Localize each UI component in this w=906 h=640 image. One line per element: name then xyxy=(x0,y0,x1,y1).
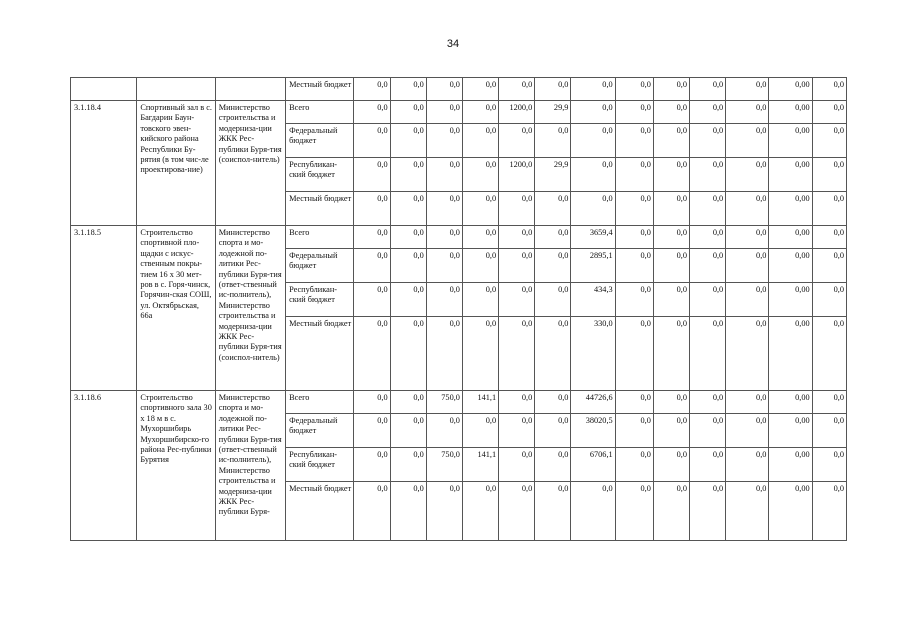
value-cell: 0,0 xyxy=(653,78,689,101)
value-cell: 0,0 xyxy=(499,414,535,448)
value-cell: 0,0 xyxy=(354,158,390,192)
value-cell: 0,0 xyxy=(354,124,390,158)
value-cell: 0,0 xyxy=(812,78,846,101)
value-cell: 0,0 xyxy=(726,78,769,101)
value-cell: 0,0 xyxy=(690,249,726,283)
value-cell: 0,0 xyxy=(726,391,769,414)
value-cell: 0,0 xyxy=(354,482,390,541)
value-cell: 0,0 xyxy=(615,78,653,101)
value-cell: 0,0 xyxy=(615,249,653,283)
value-cell: 6706,1 xyxy=(571,448,615,482)
value-cell: 0,0 xyxy=(615,283,653,317)
value-cell: 0,0 xyxy=(426,414,462,448)
value-cell: 0,0 xyxy=(571,192,615,226)
value-cell: 0,00 xyxy=(769,391,812,414)
value-cell: 0,0 xyxy=(390,482,426,541)
funding-source-cell: Федеральный бюджет xyxy=(286,249,354,283)
value-cell: 0,00 xyxy=(769,249,812,283)
value-cell: 0,0 xyxy=(615,317,653,391)
value-cell: 750,0 xyxy=(426,391,462,414)
value-cell: 0,0 xyxy=(653,249,689,283)
value-cell: 0,0 xyxy=(535,226,571,249)
value-cell: 0,0 xyxy=(812,391,846,414)
budget-table xyxy=(70,77,847,541)
funding-source-cell: Местный бюджет xyxy=(286,317,354,391)
item-name-cell: Строительство спортивного зала 30 х 18 м в с. Мухоршибирь Мухоршибирско-го района Рес-публики Бурятия xyxy=(137,391,215,541)
empty-cell xyxy=(137,78,215,101)
executor-cell: Министерство спорта и мо-лодежной по-литики Рес-публики Буря-тия (ответ-ственный ис-полнитель), Министерство строительства и модерниза-ции ЖКК Рес-публики Буря-тия (соиспол-нитель) xyxy=(215,226,285,391)
value-cell: 0,0 xyxy=(426,192,462,226)
value-cell: 0,0 xyxy=(690,317,726,391)
value-cell: 29,9 xyxy=(535,158,571,192)
executor-cell: Министерство спорта и мо-лодежной по-литики Рес-публики Буря-тия (ответ-ственный ис-полнитель), Министерство строительства и модерниза-ции ЖКК Рес-публики Буря- xyxy=(215,391,285,541)
value-cell: 0,0 xyxy=(354,226,390,249)
value-cell: 0,0 xyxy=(812,414,846,448)
value-cell: 0,0 xyxy=(726,283,769,317)
value-cell: 0,00 xyxy=(769,448,812,482)
value-cell: 0,0 xyxy=(390,448,426,482)
value-cell: 0,00 xyxy=(769,78,812,101)
page-number: 34 xyxy=(446,38,460,50)
value-cell: 0,0 xyxy=(535,448,571,482)
value-cell: 141,1 xyxy=(462,391,498,414)
value-cell: 0,0 xyxy=(726,249,769,283)
value-cell: 0,0 xyxy=(653,317,689,391)
value-cell: 0,0 xyxy=(690,78,726,101)
value-cell: 0,0 xyxy=(615,192,653,226)
item-code-cell: 3.1.18.6 xyxy=(71,391,137,541)
value-cell: 0,0 xyxy=(812,101,846,124)
value-cell: 0,0 xyxy=(390,78,426,101)
item-name-cell: Спортивный зал в с. Багдарин Баун-товского эвен-кийского района Республики Бу-рятия (в том чис-ле проектирова-ние) xyxy=(137,101,215,226)
value-cell: 0,0 xyxy=(354,391,390,414)
value-cell: 0,0 xyxy=(354,101,390,124)
value-cell: 0,0 xyxy=(726,226,769,249)
value-cell: 0,0 xyxy=(535,414,571,448)
funding-source-cell: Всего xyxy=(286,391,354,414)
value-cell: 0,0 xyxy=(462,124,498,158)
value-cell: 0,0 xyxy=(812,482,846,541)
value-cell: 0,0 xyxy=(690,482,726,541)
value-cell: 0,0 xyxy=(615,101,653,124)
value-cell: 0,00 xyxy=(769,482,812,541)
value-cell: 0,00 xyxy=(769,192,812,226)
empty-cell xyxy=(71,78,137,101)
item-code-cell: 3.1.18.5 xyxy=(71,226,137,391)
value-cell: 0,0 xyxy=(812,283,846,317)
value-cell: 0,0 xyxy=(499,124,535,158)
value-cell: 434,3 xyxy=(571,283,615,317)
value-cell: 0,00 xyxy=(769,317,812,391)
value-cell: 0,0 xyxy=(615,448,653,482)
value-cell: 0,0 xyxy=(354,283,390,317)
value-cell: 0,0 xyxy=(462,317,498,391)
value-cell: 330,0 xyxy=(571,317,615,391)
value-cell: 0,0 xyxy=(653,283,689,317)
value-cell: 1200,0 xyxy=(499,101,535,124)
value-cell: 0,0 xyxy=(390,283,426,317)
value-cell: 0,0 xyxy=(462,249,498,283)
value-cell: 0,0 xyxy=(426,317,462,391)
value-cell: 0,0 xyxy=(499,391,535,414)
funding-source-cell: Федеральный бюджет xyxy=(286,124,354,158)
value-cell: 0,0 xyxy=(726,317,769,391)
value-cell: 0,0 xyxy=(535,124,571,158)
value-cell: 0,0 xyxy=(390,158,426,192)
value-cell: 38020,5 xyxy=(571,414,615,448)
value-cell: 0,0 xyxy=(653,124,689,158)
value-cell: 0,0 xyxy=(426,249,462,283)
table-row xyxy=(71,226,847,249)
value-cell: 0,0 xyxy=(390,101,426,124)
value-cell: 0,0 xyxy=(390,391,426,414)
value-cell: 0,0 xyxy=(726,482,769,541)
value-cell: 0,00 xyxy=(769,283,812,317)
value-cell: 0,00 xyxy=(769,101,812,124)
value-cell: 0,0 xyxy=(690,448,726,482)
value-cell: 0,0 xyxy=(535,192,571,226)
value-cell: 0,0 xyxy=(535,317,571,391)
value-cell: 0,0 xyxy=(812,226,846,249)
value-cell: 0,0 xyxy=(690,124,726,158)
value-cell: 141,1 xyxy=(462,448,498,482)
value-cell: 0,0 xyxy=(812,124,846,158)
value-cell: 0,0 xyxy=(426,101,462,124)
value-cell: 3659,4 xyxy=(571,226,615,249)
value-cell: 0,0 xyxy=(499,482,535,541)
funding-source-cell: Федеральный бюджет xyxy=(286,414,354,448)
value-cell: 0,0 xyxy=(426,226,462,249)
value-cell: 0,0 xyxy=(615,158,653,192)
value-cell: 0,0 xyxy=(812,448,846,482)
value-cell: 0,0 xyxy=(462,158,498,192)
value-cell: 0,0 xyxy=(726,101,769,124)
value-cell: 0,00 xyxy=(769,414,812,448)
value-cell: 750,0 xyxy=(426,448,462,482)
value-cell: 0,0 xyxy=(354,317,390,391)
value-cell: 0,0 xyxy=(615,391,653,414)
value-cell: 0,0 xyxy=(726,192,769,226)
funding-source-cell: Республикан-ский бюджет xyxy=(286,448,354,482)
value-cell: 0,0 xyxy=(426,158,462,192)
item-code-cell: 3.1.18.4 xyxy=(71,101,137,226)
value-cell: 0,0 xyxy=(571,101,615,124)
value-cell: 0,0 xyxy=(615,226,653,249)
value-cell: 0,0 xyxy=(462,283,498,317)
item-name-cell: Строительство спортивной пло-щадки с искус-ственным покры-тием 16 х 30 мет-ров в с. Горя-чинск, Горячин-ская СОШ, ул. Октябрьская, 66а xyxy=(137,226,215,391)
value-cell: 0,0 xyxy=(499,317,535,391)
value-cell: 0,0 xyxy=(499,192,535,226)
value-cell: 0,0 xyxy=(653,226,689,249)
value-cell: 0,0 xyxy=(615,482,653,541)
value-cell: 0,0 xyxy=(390,192,426,226)
empty-cell xyxy=(215,78,285,101)
funding-source-cell: Всего xyxy=(286,101,354,124)
value-cell: 29,9 xyxy=(535,101,571,124)
funding-source-cell: Местный бюджет xyxy=(286,482,354,541)
value-cell: 0,0 xyxy=(462,192,498,226)
table-row xyxy=(71,391,847,414)
value-cell: 0,0 xyxy=(499,78,535,101)
value-cell: 0,0 xyxy=(726,124,769,158)
value-cell: 0,00 xyxy=(769,158,812,192)
value-cell: 0,0 xyxy=(653,101,689,124)
value-cell: 0,0 xyxy=(812,158,846,192)
value-cell: 0,0 xyxy=(390,226,426,249)
value-cell: 0,0 xyxy=(354,414,390,448)
value-cell: 0,0 xyxy=(571,124,615,158)
value-cell: 0,0 xyxy=(535,283,571,317)
funding-source-cell: Республикан-ский бюджет xyxy=(286,158,354,192)
value-cell: 0,0 xyxy=(499,249,535,283)
value-cell: 0,0 xyxy=(690,414,726,448)
value-cell: 0,0 xyxy=(653,482,689,541)
funding-source-cell: Всего xyxy=(286,226,354,249)
table-row xyxy=(71,78,847,101)
value-cell: 0,0 xyxy=(653,414,689,448)
value-cell: 0,0 xyxy=(653,158,689,192)
funding-source-cell: Местный бюджет xyxy=(286,78,354,101)
value-cell: 0,0 xyxy=(690,101,726,124)
value-cell: 0,0 xyxy=(426,283,462,317)
value-cell: 0,0 xyxy=(390,317,426,391)
value-cell: 0,0 xyxy=(499,226,535,249)
value-cell: 0,0 xyxy=(690,192,726,226)
value-cell: 0,0 xyxy=(535,482,571,541)
value-cell: 0,0 xyxy=(462,482,498,541)
value-cell: 0,0 xyxy=(426,78,462,101)
value-cell: 0,0 xyxy=(535,249,571,283)
value-cell: 0,0 xyxy=(615,414,653,448)
funding-source-cell: Республикан-ский бюджет xyxy=(286,283,354,317)
funding-source-cell: Местный бюджет xyxy=(286,192,354,226)
value-cell: 0,0 xyxy=(535,391,571,414)
value-cell: 0,0 xyxy=(354,249,390,283)
value-cell: 0,0 xyxy=(653,448,689,482)
value-cell: 0,0 xyxy=(726,448,769,482)
value-cell: 0,0 xyxy=(354,192,390,226)
value-cell: 0,0 xyxy=(615,124,653,158)
value-cell: 0,0 xyxy=(812,192,846,226)
value-cell: 0,00 xyxy=(769,226,812,249)
value-cell: 0,0 xyxy=(571,482,615,541)
value-cell: 0,0 xyxy=(390,124,426,158)
value-cell: 0,0 xyxy=(426,124,462,158)
value-cell: 0,0 xyxy=(571,158,615,192)
value-cell: 0,0 xyxy=(690,158,726,192)
value-cell: 0,0 xyxy=(653,391,689,414)
value-cell: 0,0 xyxy=(354,448,390,482)
value-cell: 0,0 xyxy=(690,283,726,317)
value-cell: 0,0 xyxy=(354,78,390,101)
value-cell: 1200,0 xyxy=(499,158,535,192)
value-cell: 0,0 xyxy=(812,317,846,391)
value-cell: 0,0 xyxy=(726,158,769,192)
executor-cell: Министерство строительства и модерниза-ции ЖКК Рес-публики Буря-тия (соиспол-нитель) xyxy=(215,101,285,226)
value-cell: 0,0 xyxy=(390,249,426,283)
value-cell: 0,0 xyxy=(462,226,498,249)
value-cell: 0,0 xyxy=(462,414,498,448)
value-cell: 0,0 xyxy=(499,448,535,482)
value-cell: 0,0 xyxy=(571,78,615,101)
value-cell: 0,0 xyxy=(390,414,426,448)
value-cell: 0,0 xyxy=(535,78,571,101)
value-cell: 0,0 xyxy=(690,226,726,249)
value-cell: 2895,1 xyxy=(571,249,615,283)
value-cell: 0,0 xyxy=(653,192,689,226)
value-cell: 0,0 xyxy=(426,482,462,541)
value-cell: 44726,6 xyxy=(571,391,615,414)
value-cell: 0,0 xyxy=(499,283,535,317)
value-cell: 0,0 xyxy=(812,249,846,283)
value-cell: 0,0 xyxy=(690,391,726,414)
value-cell: 0,0 xyxy=(726,414,769,448)
value-cell: 0,00 xyxy=(769,124,812,158)
value-cell: 0,0 xyxy=(462,78,498,101)
table-row xyxy=(71,101,847,124)
value-cell: 0,0 xyxy=(462,101,498,124)
